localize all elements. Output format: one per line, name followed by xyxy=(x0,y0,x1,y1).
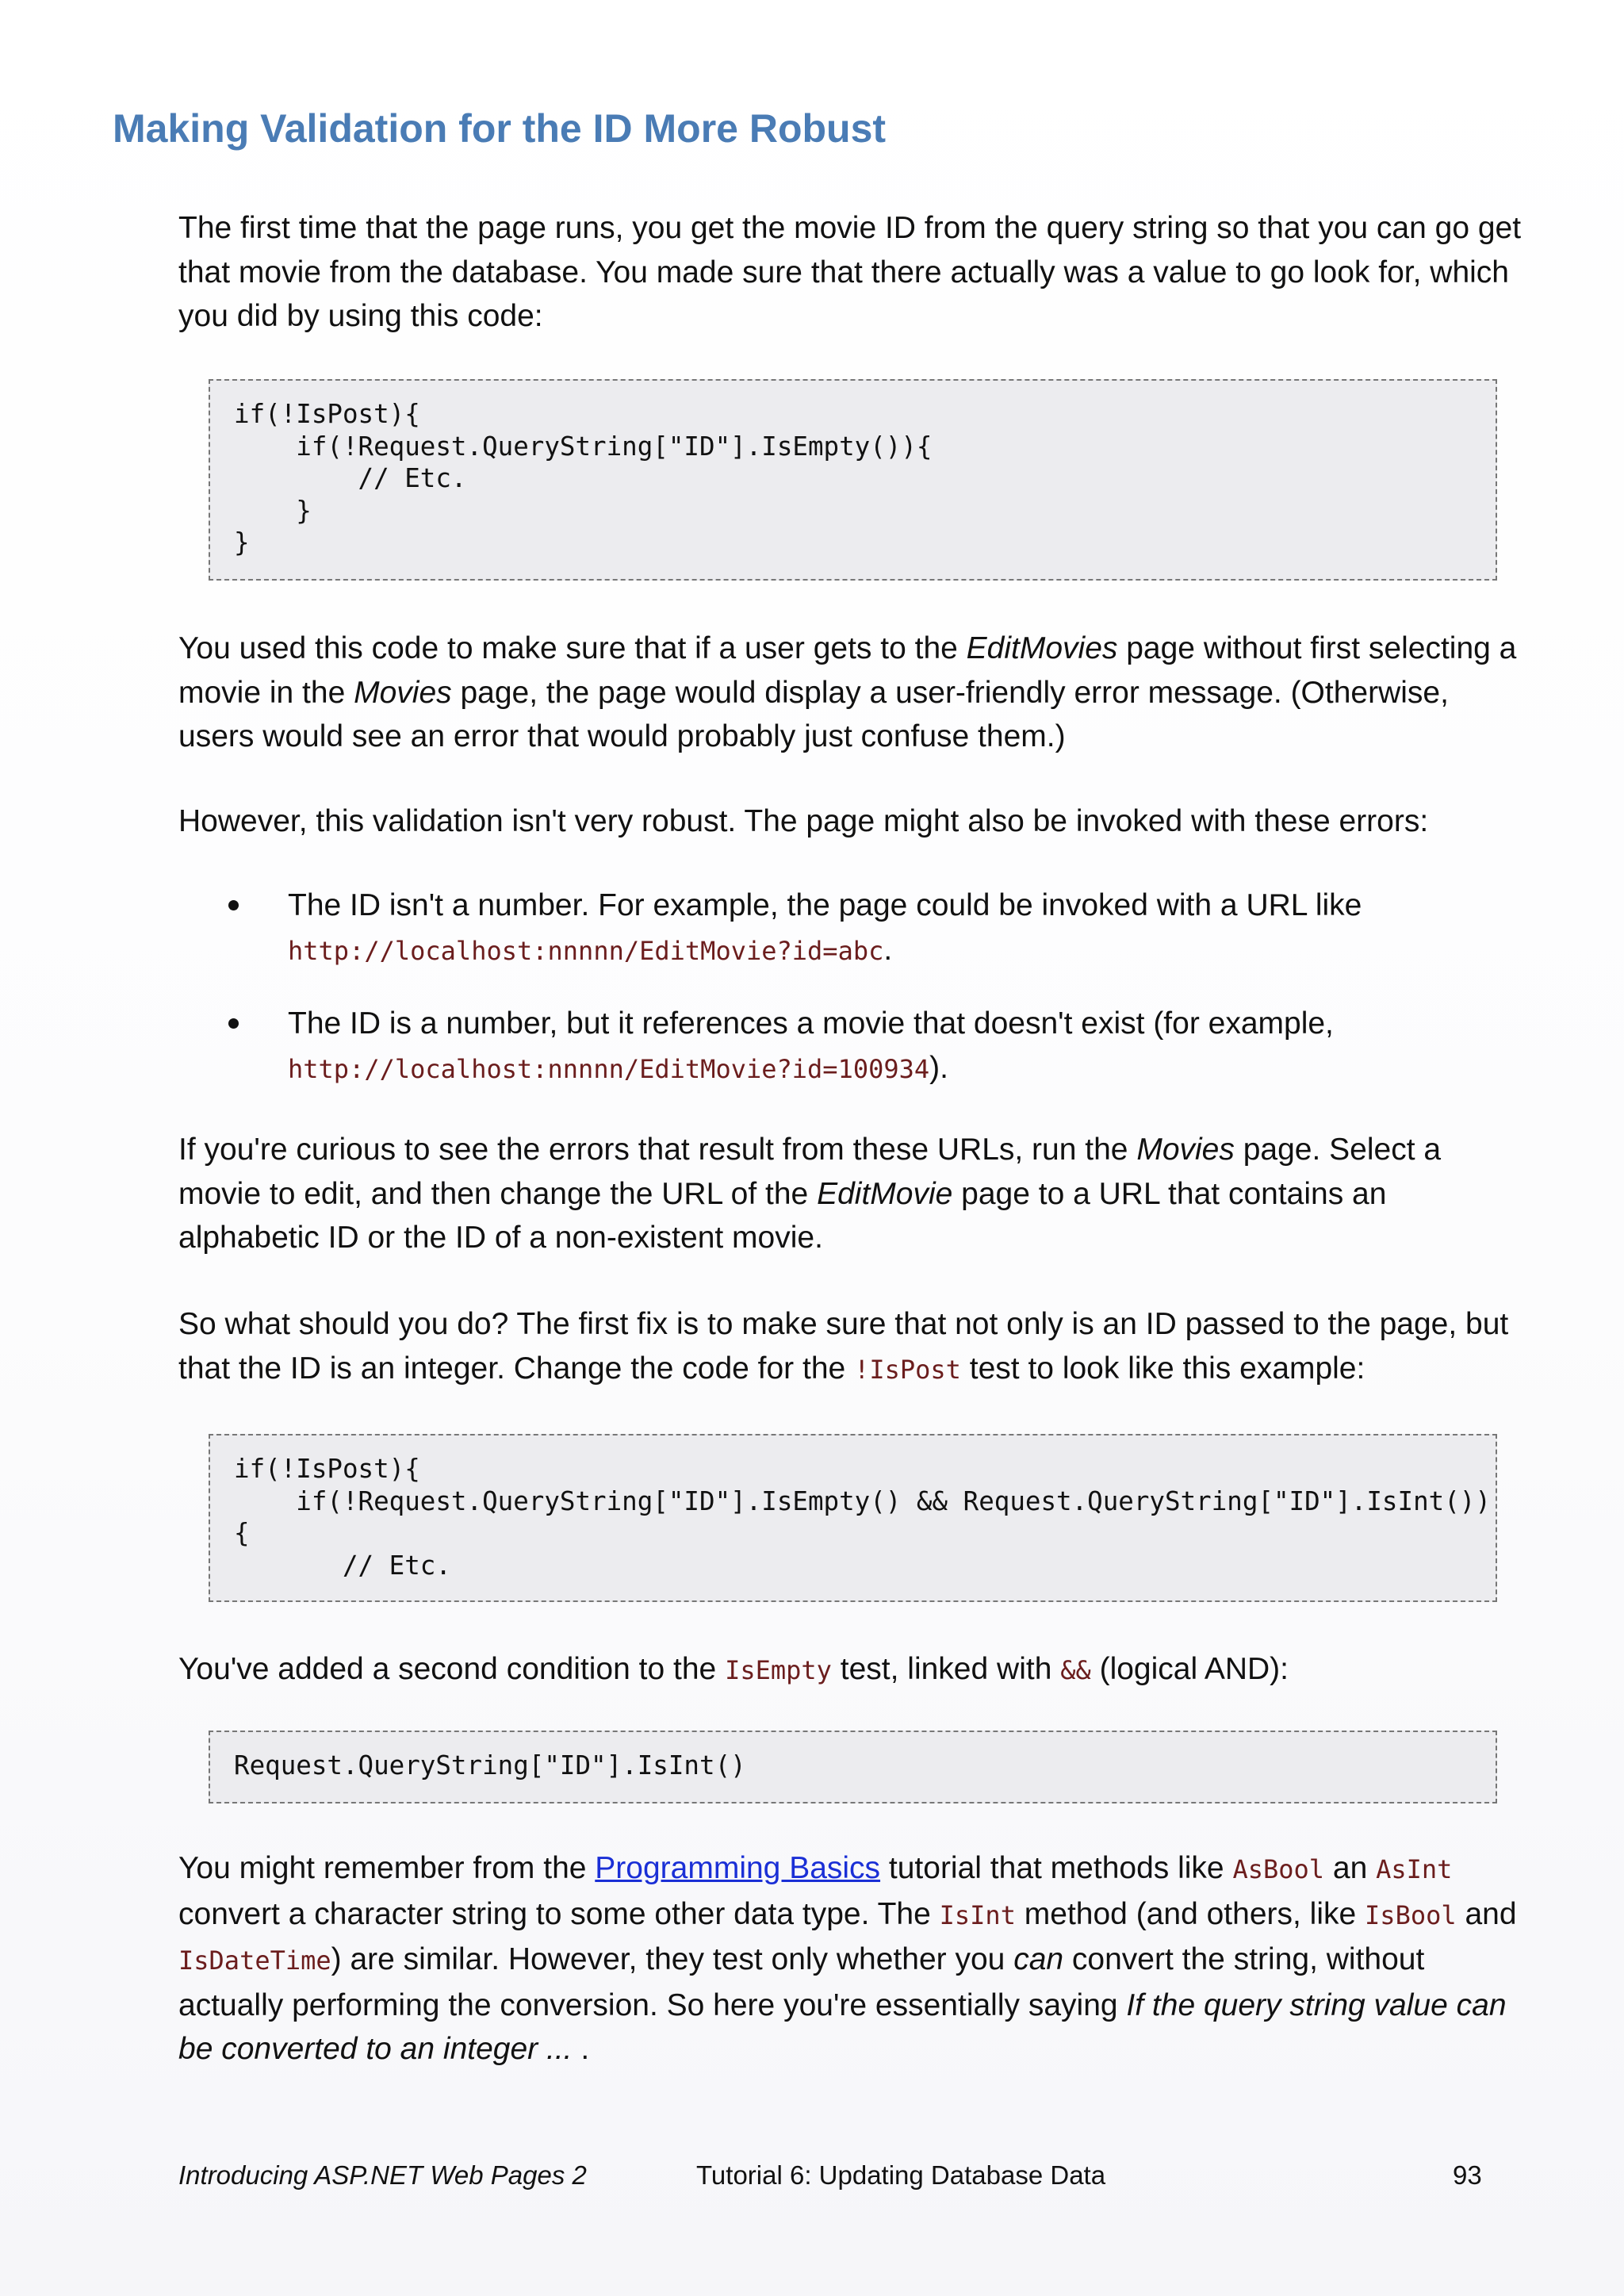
bullet-icon xyxy=(228,900,239,910)
page-number: 93 xyxy=(1453,2160,1482,2190)
bullet-icon xyxy=(228,1018,239,1029)
usage-paragraph: You used this code to make sure that if a user gets to the EditMovies page without first selecting a movie in the Movies page, the page would display a user-friendly error message. (Otherwise, users would see an error that would probably just confuse them.) xyxy=(178,631,1517,753)
url-example: http://localhost:nnnnn/EditMovie?id=100934 xyxy=(288,1053,930,1084)
code-block-isint: if(!IsPost){ if(!Request.QueryString["ID"].IsEmpty() && Request.QueryString["ID"].IsInt()) { // Etc. xyxy=(209,1434,1497,1602)
condition-paragraph: You've added a second condition to the IsEmpty test, linked with && (logical AND): xyxy=(178,1652,1289,1686)
robustness-paragraph: However, this validation isn't very robust. The page might also be invoked with these errors: xyxy=(178,804,1429,838)
code-block-request: Request.QueryString["ID"].IsInt() xyxy=(209,1731,1497,1803)
footer-book-title: Introducing ASP.NET Web Pages 2 xyxy=(178,2160,587,2190)
document-page: Making Validation for the ID More Robust The first time that the page runs, you get the movie ID from the query string so that you can go get that movie from the database. You made sure that there actually was a value to go look for, which you did by using this code: if(!IsPost){ if(!Request.QueryString["ID"].IsEmpty()){ // Etc. } } You used this code to make sure that if a user gets to the EditMovies page without first selecting a movie in the Movies page, the page would display a user-friendly error message. (Otherwise, users would see an error that would probably just confuse them.) However, this validation isn't very robust. The page might also be invoked with these errors: The ID isn't a number. For example, the page could be invoked with a URL like http://localhost:nnnnn/EditMovie?id=abc. The ID is a number, but it references a movie that doesn't exist (for example, http://localhost:nnnnn/EditMovie?id=100934). If you're curious to see the errors that result from these URLs, run the Movies page. Select a movie to edit, and then change the URL of the EditMovie page to a URL that contains an alphabetic ID or the ID of a non-existent movie. So what should you do? The first fix is to make sure that not only is an ID passed to the page, but that the ID is an integer. Change the code for the !IsPost test to look like this example: if(!IsPost){ if(!Request.QueryString["ID"].IsEmpty() && Request.QueryString["ID"].IsInt()) { // Etc. You've added a second condition to the IsEmpty test, linked with && (logical AND): Request.QueryString["ID"].IsInt() You might remember from the Programming Basics tutorial that methods like AsBool an AsInt convert a character string to some other data type. The IsInt method (and others, like IsBool and IsDateTime) are similar. However, they test only whether you can convert the string, without actually performing the conversion. So here you're essentially saying If the query string value can be converted to an integer ... . Introducing ASP.NET Web Pages 2 Tutorial 6: Updating Database Data 93 xyxy=(0,0,1624,2296)
fix-paragraph: So what should you do? The first fix is to make sure that not only is an ID passed to the page, but that the ID is an integer. Change the code for the !IsPost test to look like this example: xyxy=(178,1307,1509,1386)
programming-basics-link[interactable]: Programming Basics xyxy=(595,1851,881,1885)
footer-chapter: Tutorial 6: Updating Database Data xyxy=(696,2160,1106,2190)
intro-paragraph: The first time that the page runs, you get the movie ID from the query string so that you can go get that movie from the database. You made sure that there actually was a value to go look for, which you did by using this code: xyxy=(178,211,1522,333)
code-block-ispost: if(!IsPost){ if(!Request.QueryString["ID"].IsEmpty()){ // Etc. } } xyxy=(209,379,1497,581)
conversion-paragraph: You might remember from the Programming Basics tutorial that methods like AsBool an AsInt convert a character string to some other data type. The IsInt method (and others, like IsBool and IsDateTime) are similar. However, they test only whether you can convert the string, without actually performing the conversion. So here you're essentially saying If the query string value can be converted to an integer ... . xyxy=(178,1851,1517,2066)
url-example: http://localhost:nnnnn/EditMovie?id=abc xyxy=(288,935,884,966)
section-heading: Making Validation for the ID More Robust xyxy=(113,106,887,151)
curious-paragraph: If you're curious to see the errors that result from these URLs, run the Movies page. Select a movie to edit, and then change the URL of the EditMovie page to a URL that contains an alphabetic ID or the ID of a non-existent movie. xyxy=(178,1133,1442,1255)
